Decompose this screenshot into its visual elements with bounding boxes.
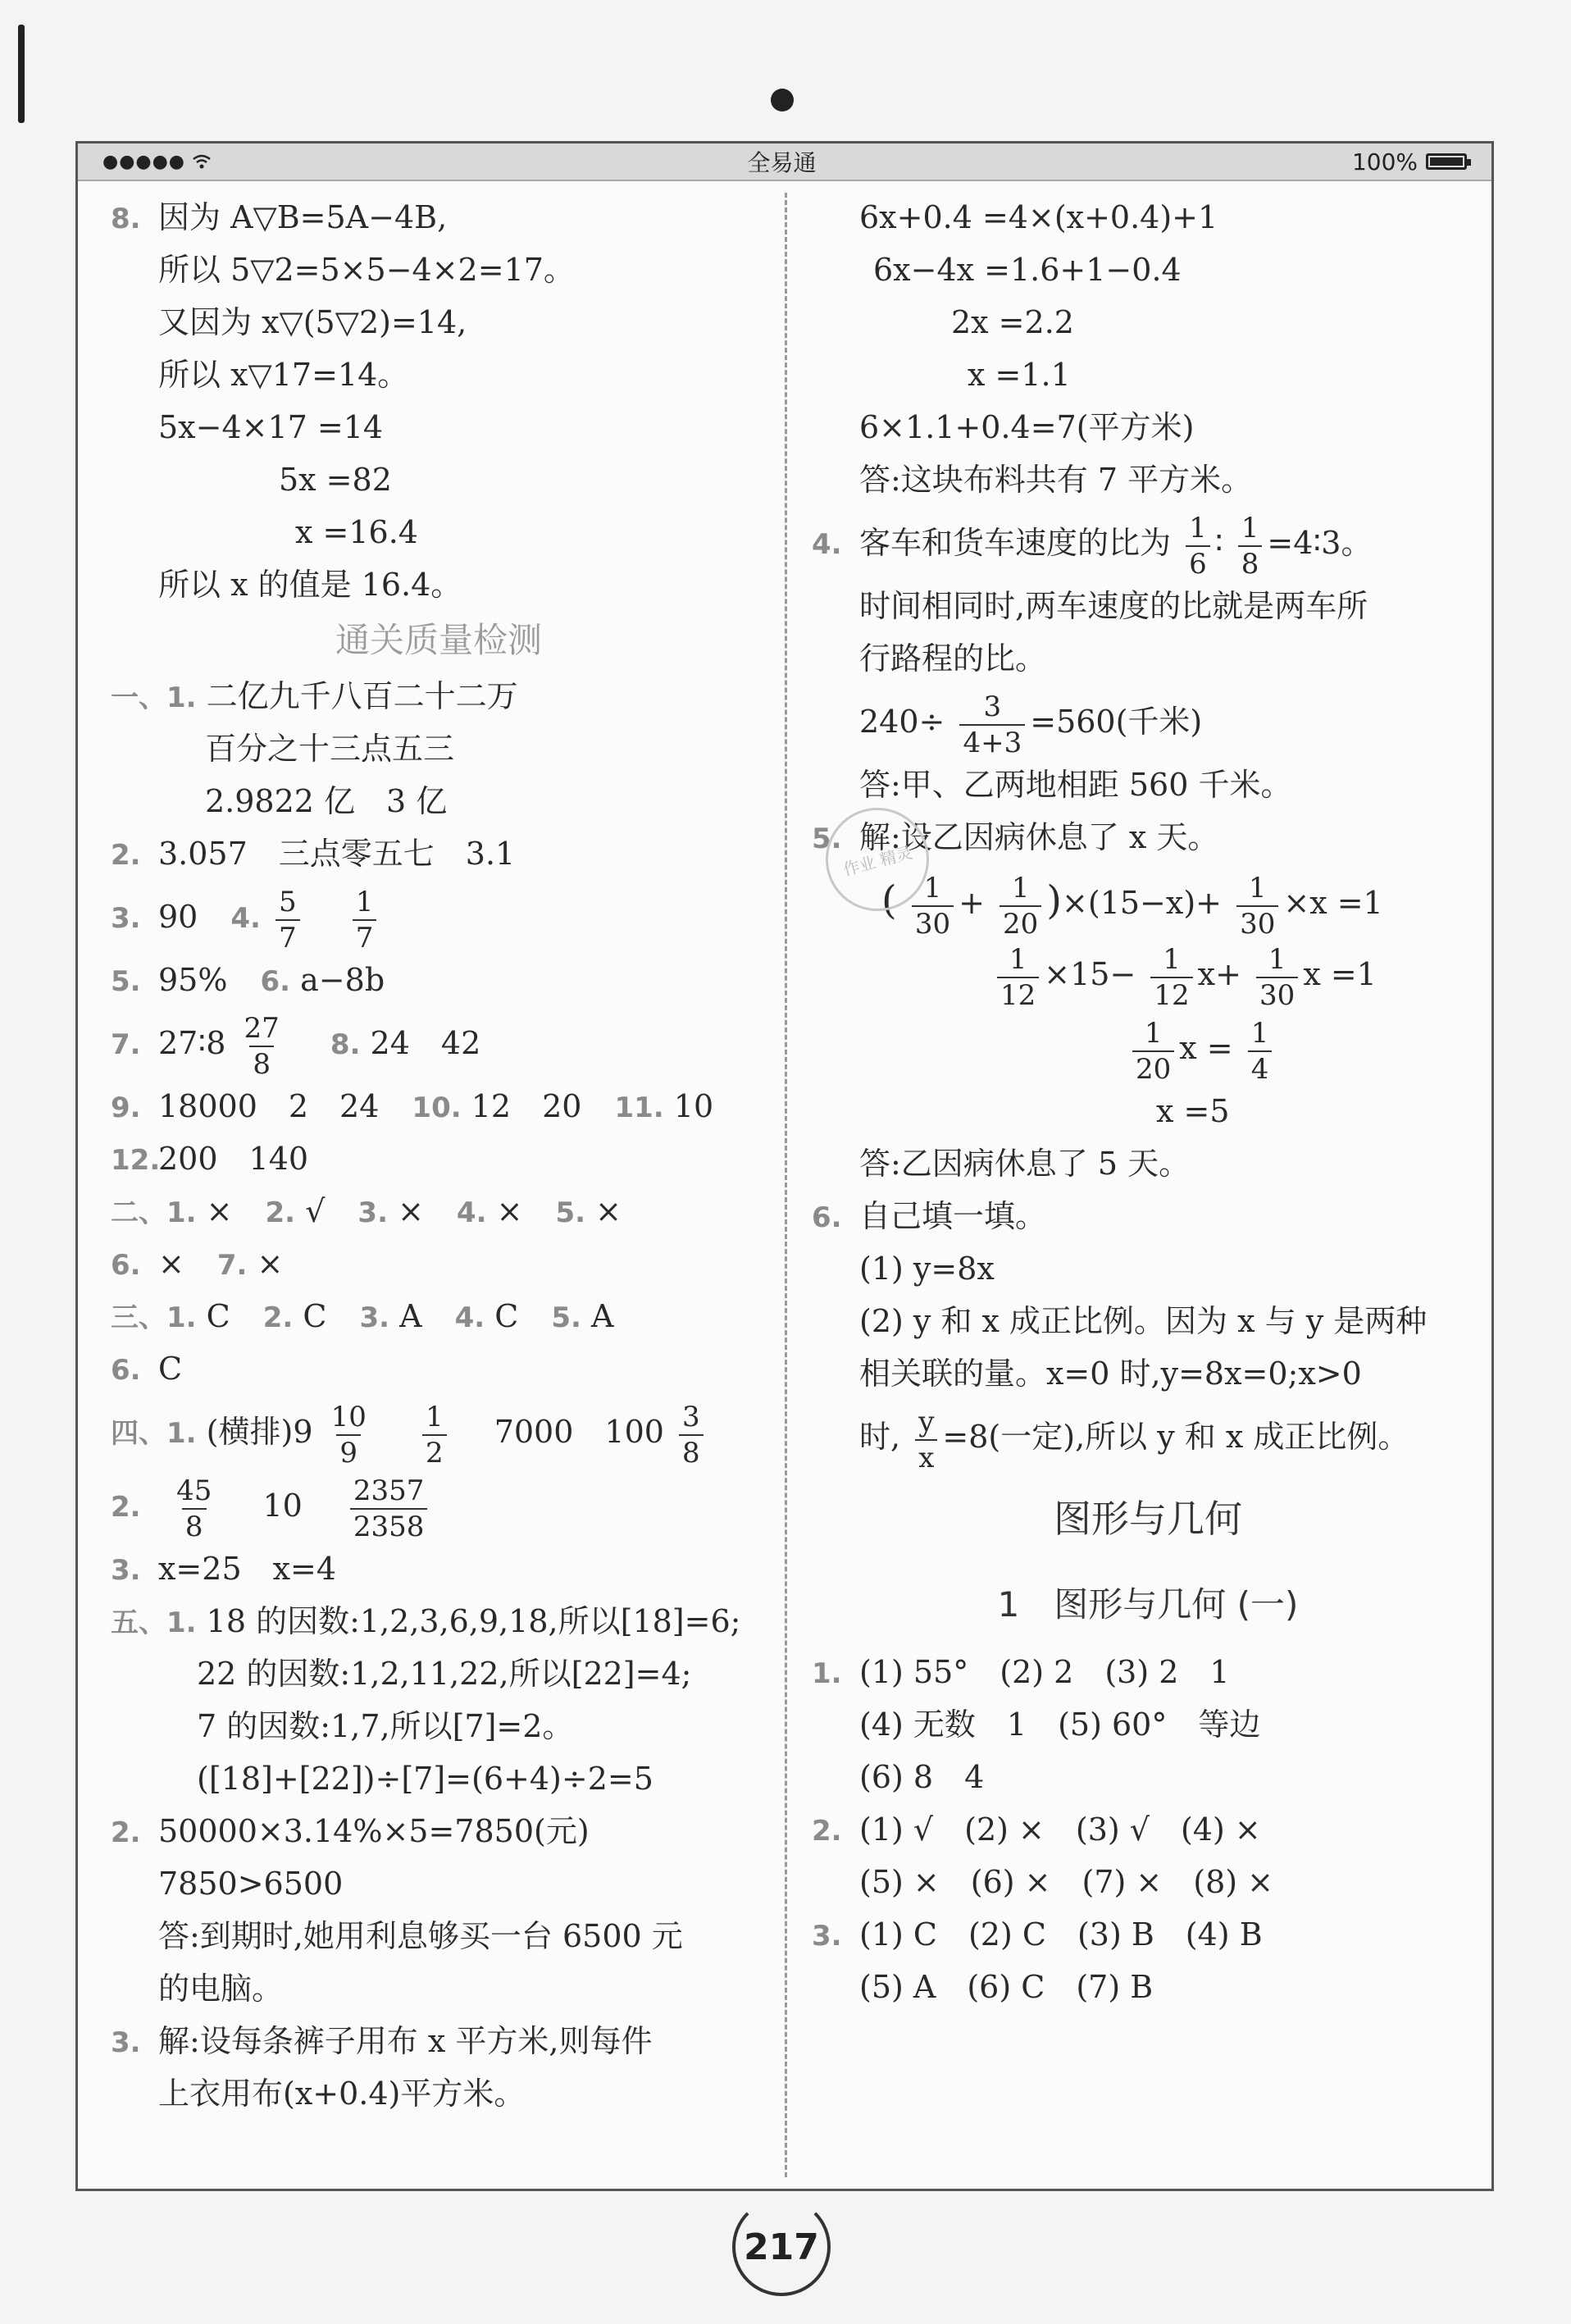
item-number: 3. bbox=[357, 1196, 388, 1229]
text: 时, bbox=[859, 1419, 901, 1455]
answer-mark: × bbox=[496, 1193, 523, 1229]
line: (4) 无数 1 (5) 60° 等边 bbox=[859, 1707, 1261, 1743]
carrier-name: 全易通 bbox=[747, 149, 817, 176]
line: ([18]+[22])÷[7]=(6+4)÷2=5 bbox=[197, 1761, 653, 1797]
text: (1) √ (2) × (3) √ (4) × bbox=[859, 1811, 1261, 1848]
line: 的电脑。 bbox=[158, 1971, 284, 2007]
line: 所以 x 的值是 16.4。 bbox=[158, 567, 462, 603]
item-number: 8. bbox=[330, 1028, 361, 1061]
item-number: 2. bbox=[111, 839, 141, 872]
tablet-frame bbox=[75, 141, 1494, 2191]
line: 2x =2.2 bbox=[951, 304, 1074, 340]
fraction: $\frac{1}{30}$ bbox=[912, 874, 954, 938]
fraction: $\frac{3}{4+3}$ bbox=[959, 693, 1025, 757]
section-title: 通关质量检测 bbox=[335, 620, 542, 660]
text: ×15− bbox=[1044, 956, 1136, 992]
text: ×(15−x)+ bbox=[1062, 885, 1222, 921]
fraction: $\frac{45}{8}$ bbox=[176, 1474, 212, 1543]
answer-mark: × bbox=[158, 1246, 184, 1282]
line: 5x−4×17 =14 bbox=[158, 409, 384, 445]
answer-mark: × bbox=[398, 1193, 424, 1229]
item-number: 四、1. bbox=[111, 1417, 197, 1450]
line: x =1.1 bbox=[968, 357, 1071, 393]
line: (2) y 和 x 成正比例。因为 x 与 y 是两种 bbox=[859, 1303, 1428, 1339]
section-title: 图形与几何 bbox=[1054, 1497, 1242, 1541]
answer: A bbox=[399, 1298, 422, 1334]
fraction: $\frac{2357}{2358}$ bbox=[350, 1477, 428, 1541]
line: 时间相同时,两车速度的比就是两车所 bbox=[859, 588, 1368, 624]
text: x=25 x=4 bbox=[158, 1551, 337, 1587]
line: 相关联的量。x=0 时,y=8x=0;x>0 bbox=[859, 1356, 1362, 1392]
text: 12 20 bbox=[471, 1088, 582, 1124]
text: 50000×3.14%×5=7850(元) bbox=[158, 1813, 590, 1849]
item-number: 4. bbox=[454, 1301, 485, 1334]
line: 22 的因数:1,2,11,22,所以[22]=4; bbox=[197, 1656, 692, 1692]
item-number: 11. bbox=[614, 1091, 664, 1124]
answer: C bbox=[158, 1351, 183, 1387]
item-number: 4. bbox=[230, 902, 261, 935]
text: 18000 2 24 bbox=[158, 1088, 380, 1124]
text: 240÷ bbox=[859, 704, 945, 740]
answer-mark: × bbox=[595, 1193, 622, 1229]
item-number: 4. bbox=[812, 528, 842, 561]
item-number: 4. bbox=[456, 1196, 487, 1229]
item-number: 6. bbox=[111, 1354, 141, 1387]
text: 90 bbox=[158, 899, 198, 935]
right-column bbox=[812, 191, 1484, 2013]
text: 客车和货车速度的比为 bbox=[859, 525, 1172, 561]
paren: ( bbox=[881, 877, 897, 923]
text: 10 bbox=[673, 1088, 714, 1124]
item-number: 3. bbox=[111, 2026, 141, 2059]
fraction: $\frac{1}{12}$ bbox=[997, 946, 1039, 1009]
line: 又因为 x▽(5▽2)=14, bbox=[158, 304, 467, 340]
line: 答:到期时,她用利息够买一台 6500 元 bbox=[158, 1918, 683, 1954]
line: 上衣用布(x+0.4)平方米。 bbox=[158, 2076, 526, 2112]
text: (1) 55° (2) 2 (3) 2 1 bbox=[859, 1654, 1230, 1690]
item-number: 二、1. bbox=[111, 1196, 197, 1229]
column-divider bbox=[785, 193, 787, 2177]
watermark-stamp: 作业 精灵 bbox=[814, 796, 940, 923]
item-number: 3. bbox=[111, 902, 141, 935]
text: a−8b bbox=[300, 962, 385, 998]
text: 7000 100 bbox=[494, 1414, 664, 1450]
text: ∶ bbox=[1214, 525, 1223, 561]
item-number: 8. bbox=[111, 203, 141, 235]
fraction: $\frac{1}{4}$ bbox=[1248, 1019, 1273, 1083]
battery-percent: 100% bbox=[1351, 148, 1418, 175]
fraction: $\frac{1}{30}$ bbox=[1256, 946, 1298, 1009]
item-number: 三、1. bbox=[111, 1301, 197, 1334]
answer: C bbox=[303, 1298, 327, 1334]
text: 27∶8 bbox=[158, 1025, 226, 1061]
answer: A bbox=[591, 1298, 614, 1334]
fraction: $\frac{1}{20}$ bbox=[1000, 874, 1041, 938]
item-number: 3. bbox=[812, 1920, 842, 1953]
text: 3.057 三点零五七 3.1 bbox=[158, 836, 516, 872]
book-binding-mark bbox=[18, 25, 25, 123]
answer-mark: √ bbox=[305, 1193, 326, 1229]
line: 7 的因数:1,7,所以[7]=2。 bbox=[197, 1708, 574, 1744]
signal-icon: ●●●●● bbox=[102, 151, 185, 172]
item-number: 7. bbox=[111, 1028, 141, 1061]
text: 因为 A▽B=5A−4B, bbox=[158, 199, 448, 235]
item-number: 9. bbox=[111, 1091, 141, 1124]
item-number: 12. bbox=[111, 1144, 161, 1177]
fraction: $\frac{y}{x}$ bbox=[915, 1408, 937, 1472]
text: + bbox=[959, 885, 985, 921]
answer: C bbox=[494, 1298, 519, 1334]
text: (横排)9 bbox=[206, 1414, 313, 1450]
wifi-icon bbox=[192, 154, 212, 169]
line: 答:乙因病休息了 5 天。 bbox=[859, 1146, 1191, 1182]
text: 10 bbox=[262, 1488, 303, 1524]
line: x =5 bbox=[1156, 1093, 1230, 1129]
fraction: $\frac{1}{7}$ bbox=[353, 888, 377, 952]
line: 2.9822 亿 3 亿 bbox=[205, 783, 448, 819]
item-number: 3. bbox=[111, 1554, 141, 1587]
line: 6x+0.4 =4×(x+0.4)+1 bbox=[859, 199, 1218, 235]
item-number: 2. bbox=[111, 1816, 141, 1849]
line: (5) × (6) × (7) × (8) × bbox=[859, 1864, 1273, 1900]
line: 所以 x▽17=14。 bbox=[158, 357, 409, 393]
answer-mark: × bbox=[257, 1246, 284, 1282]
text: 95% bbox=[158, 962, 228, 998]
item-number: 2. bbox=[262, 1301, 294, 1334]
fraction: $\frac{27}{8}$ bbox=[244, 1011, 280, 1081]
line: 6×1.1+0.4=7(平方米) bbox=[859, 409, 1195, 445]
line: (1) y=8x bbox=[859, 1251, 995, 1287]
fraction: $\frac{1}{30}$ bbox=[1236, 874, 1278, 938]
page-number: 217 bbox=[732, 2198, 831, 2296]
item-number: 2. bbox=[265, 1196, 296, 1229]
text: x = bbox=[1179, 1030, 1233, 1066]
fraction: $\frac{3}{8}$ bbox=[679, 1403, 704, 1467]
answer: C bbox=[206, 1298, 230, 1334]
camera-dot bbox=[771, 89, 794, 112]
text: 解:设每条裤子用布 x 平方米,则每件 bbox=[158, 2023, 653, 2059]
text: x+ bbox=[1197, 956, 1241, 992]
item-number: 5. bbox=[812, 823, 842, 855]
line: 答:甲、乙两地相距 560 千米。 bbox=[859, 767, 1292, 803]
item-number: 6. bbox=[260, 965, 291, 998]
fraction: $\frac{10}{9}$ bbox=[330, 1400, 367, 1470]
line: 7850>6500 bbox=[158, 1866, 344, 1902]
text: ×x =1 bbox=[1283, 885, 1383, 921]
line: 行路程的比。 bbox=[859, 640, 1047, 677]
line: x =16.4 bbox=[295, 514, 418, 550]
item-number: 1. bbox=[812, 1657, 842, 1690]
text: =8(一定),所以 y 和 x 成正比例。 bbox=[942, 1419, 1409, 1455]
item-number: 5. bbox=[555, 1196, 586, 1229]
text: 解:设乙因病休息了 x 天。 bbox=[859, 819, 1219, 855]
line: 所以 5▽2=5×5−4×2=17。 bbox=[158, 252, 575, 288]
fraction: $\frac{5}{7}$ bbox=[275, 888, 300, 952]
item-number: 7. bbox=[216, 1249, 248, 1282]
item-number: 3. bbox=[359, 1301, 390, 1334]
text: 24 42 bbox=[370, 1025, 481, 1061]
section-subtitle: 1 图形与几何 (一) bbox=[997, 1584, 1299, 1625]
item-number: 5. bbox=[551, 1301, 581, 1334]
item-number: 6. bbox=[812, 1201, 842, 1234]
paren: ) bbox=[1046, 877, 1063, 923]
line: 6x−4x =1.6+1−0.4 bbox=[873, 252, 1182, 288]
fraction: $\frac{1}{20}$ bbox=[1132, 1019, 1174, 1083]
text: (1) C (2) C (3) B (4) B bbox=[859, 1916, 1263, 1953]
text: 200 140 bbox=[158, 1141, 309, 1177]
fraction: $\frac{1}{2}$ bbox=[422, 1403, 447, 1467]
fraction: $\frac{1}{12}$ bbox=[1150, 946, 1192, 1009]
line bbox=[111, 191, 767, 244]
battery-icon bbox=[1426, 153, 1467, 170]
answer-mark: × bbox=[206, 1193, 233, 1229]
item-number: 2. bbox=[812, 1815, 842, 1848]
text: x =1 bbox=[1303, 956, 1377, 992]
left-column bbox=[111, 191, 767, 2120]
item-number: 2. bbox=[111, 1491, 141, 1524]
item-number: 一、1. bbox=[111, 681, 197, 714]
text: 自己填一填。 bbox=[859, 1198, 1047, 1234]
text: =4∶3。 bbox=[1267, 525, 1373, 561]
fraction: $\frac{1}{8}$ bbox=[1238, 514, 1263, 578]
text: 18 的因数:1,2,3,6,9,18,所以[18]=6; bbox=[206, 1603, 741, 1639]
line: 答:这块布料共有 7 平方米。 bbox=[859, 462, 1253, 498]
item-number: 10. bbox=[412, 1091, 462, 1124]
line: 5x =82 bbox=[279, 462, 392, 498]
item-number: 五、1. bbox=[111, 1606, 197, 1639]
text: 二亿九千八百二十二万 bbox=[206, 678, 518, 714]
fraction: $\frac{1}{6}$ bbox=[1186, 514, 1210, 578]
item-number: 5. bbox=[111, 965, 141, 998]
text: =560(千米) bbox=[1030, 704, 1203, 740]
line: (5) A (6) C (7) B bbox=[859, 1969, 1154, 2005]
line: (6) 8 4 bbox=[859, 1759, 985, 1795]
status-bar bbox=[78, 144, 1491, 181]
item-number: 6. bbox=[111, 1249, 141, 1282]
line: 百分之十三点五三 bbox=[205, 731, 455, 767]
